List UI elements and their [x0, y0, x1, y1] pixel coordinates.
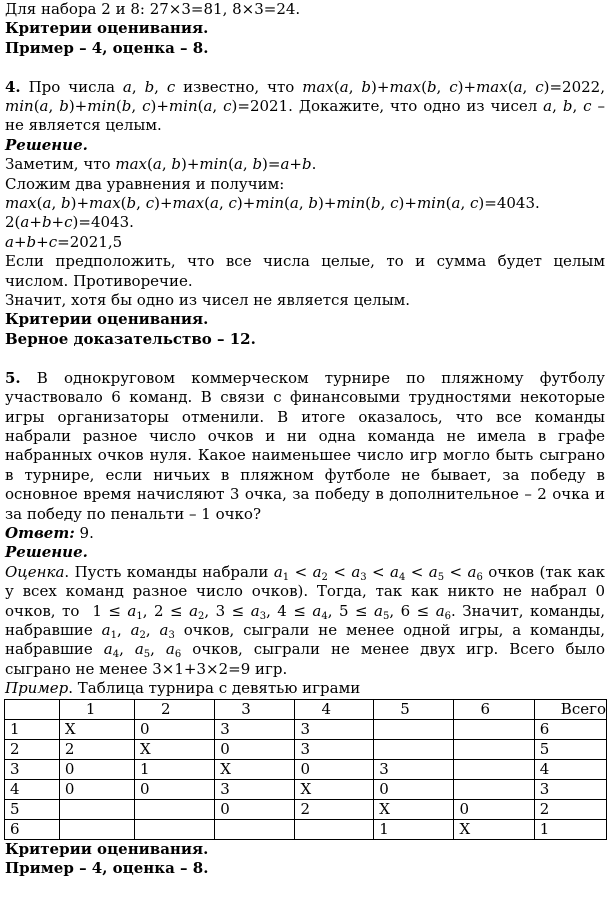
table-header-cell: 1 [59, 699, 134, 719]
table-cell: 0 [374, 779, 454, 799]
table-cell [454, 739, 534, 759]
table-header-cell: 5 [374, 699, 454, 719]
table-cell: 0 [134, 779, 214, 799]
document-page [5, 0, 605, 878]
table-cell: 6 [5, 819, 60, 839]
table-row [5, 739, 607, 759]
table-cell: 2 [295, 799, 374, 819]
table-row [5, 719, 607, 739]
table-header-cell: 6 [454, 699, 534, 719]
criteria-heading: Критерии оценивания. [5, 310, 209, 329]
table-cell: 2 [5, 739, 60, 759]
table-caption: Пример. Таблица турнира с девятью играми [5, 679, 361, 698]
table-cell: 0 [295, 759, 374, 779]
solution-equation: 2(a+b+c)=4043. [5, 213, 134, 232]
table-cell [374, 719, 454, 739]
table-cell: 0 [59, 759, 134, 779]
table-cell: 3 [295, 719, 374, 739]
table-cell [454, 779, 534, 799]
criteria-heading: Критерии оценивания. [5, 839, 209, 858]
table-cell [374, 739, 454, 759]
table-header-cell [5, 699, 60, 719]
table-cell: 1 [534, 819, 606, 839]
table-cell: 0 [59, 779, 134, 799]
answer-line [5, 524, 605, 543]
table-cell: 5 [534, 739, 606, 759]
table-cell [59, 819, 134, 839]
table-cell: 4 [5, 779, 60, 799]
table-header-cell: 3 [215, 699, 295, 719]
table-cell: 0 [454, 799, 534, 819]
problem-5-statement: 5. В однокруговом коммерческом турнире по пляжному футболу участвовало 6 команд. В связи с финансовыми трудностями некоторые игры организаторы отменили. В итоге оказалось, что все команды набрали разное число очков и ни одна команда не имела в графе набранных очков нуля. Какое наименьшее число игр могло быть сыграно в турнире, если ничьих в пляжном футболе не бывает, за победу в основное время начисляют 3 очка, за победу в дополнительное – 2 очка и за победу по пенальти – 1 очко? [5, 368, 605, 523]
criteria-text: Пример – 4, оценка – 8. [5, 859, 209, 877]
previous-problem-tail: Для набора 2 и 8: 27×3=81, 8×3=24. [5, 0, 301, 18]
solution-line: Если предположить, что все числа целые, то и сумма будет целым числом. Противоречие. [5, 252, 605, 290]
table-cell: 0 [215, 739, 295, 759]
table-cell: X [134, 739, 214, 759]
table-cell: 3 [215, 779, 295, 799]
criteria-text: Верное доказательство – 12. [5, 329, 256, 348]
table-cell: 1 [134, 759, 214, 779]
table-row [5, 819, 607, 839]
table-cell [215, 819, 295, 839]
table-cell [295, 819, 374, 839]
table-cell [454, 759, 534, 779]
answer-label: Ответ: [5, 523, 75, 542]
solution-line: Заметим, что max(a, b)+min(a, b)=a+b. [5, 155, 317, 174]
table-cell: 3 [374, 759, 454, 779]
criteria-heading: Критерии оценивания. [5, 19, 209, 38]
table-cell: 2 [534, 799, 606, 819]
problem-4-statement: 4. Про числа a, b, c известно, что max(a, b)+max(b, c)+max(a, c)=2022, min(a, b)+min(b, c)+min(a, c)=2021. Докажите, что одно из чисел a, b, c – не является целым. [5, 77, 605, 135]
table-cell: X [374, 799, 454, 819]
table-row [5, 779, 607, 799]
solution-line: Значит, хотя бы одно из чисел не является целым. [5, 291, 411, 310]
problem-5-number: 5. [5, 368, 21, 387]
solution-heading: Решение. [5, 543, 88, 562]
table-cell: 4 [534, 759, 606, 779]
tournament-table [4, 699, 607, 840]
table-cell: X [454, 819, 534, 839]
criteria-text: Пример – 4, оценка – 8. [5, 38, 209, 57]
table-row [5, 799, 607, 819]
table-cell: 3 [215, 719, 295, 739]
table-cell: 3 [534, 779, 606, 799]
answer-value: 9. [79, 523, 94, 542]
table-cell: X [59, 719, 134, 739]
table-cell [454, 719, 534, 739]
table-cell: 1 [5, 719, 60, 739]
table-header-cell: 2 [134, 699, 214, 719]
table-header-cell: Всего [534, 699, 606, 719]
estimate-paragraph: Оценка. Пусть команды набрали $a_1 < a_2 < a_3 < a_4 < a_5 < a_6$ очков (так как у всех команд разное число очков). Тогда, так как никто не набрал 0 очков, то $1 \le a_1$, $2 \le a_2$, $3 \le a_3$, $4 \le a_4$, $5 \le a_5$, $6 \le a_6$. Значит, команды, набравшие $a_1$, $a_2$, $a_3$ очков, сыграли не менее одной игры, а команды, набравшие $a_4$, $a_5$, $a_6$ очков, сыграли не менее двух игр. Всего было сыграно не менее 3×1+3×2=9 игр. [5, 562, 606, 678]
table-cell: 2 [59, 739, 134, 759]
table-row [5, 759, 607, 779]
table-cell: 0 [215, 799, 295, 819]
table-cell [59, 799, 134, 819]
table-cell: 5 [5, 799, 60, 819]
table-header-cell: 4 [295, 699, 374, 719]
solution-line: Сложим два уравнения и получим: [5, 174, 285, 193]
table-cell: 0 [134, 719, 214, 739]
table-cell: 3 [5, 759, 60, 779]
table-cell: X [295, 779, 374, 799]
table-cell: 1 [374, 819, 454, 839]
table-header-row [5, 699, 607, 719]
table-cell [134, 799, 214, 819]
table-cell: 3 [295, 739, 374, 759]
table-cell: 6 [534, 719, 606, 739]
table-cell [134, 819, 214, 839]
solution-equation: max(a, b)+max(b, c)+max(a, c)+min(a, b)+min(b, c)+min(a, c)=4043. [5, 194, 540, 213]
problem-4-number: 4. [5, 77, 21, 96]
table-cell: X [215, 759, 295, 779]
solution-equation: a+b+c=2021,5 [5, 232, 123, 251]
solution-heading: Решение. [5, 135, 88, 154]
